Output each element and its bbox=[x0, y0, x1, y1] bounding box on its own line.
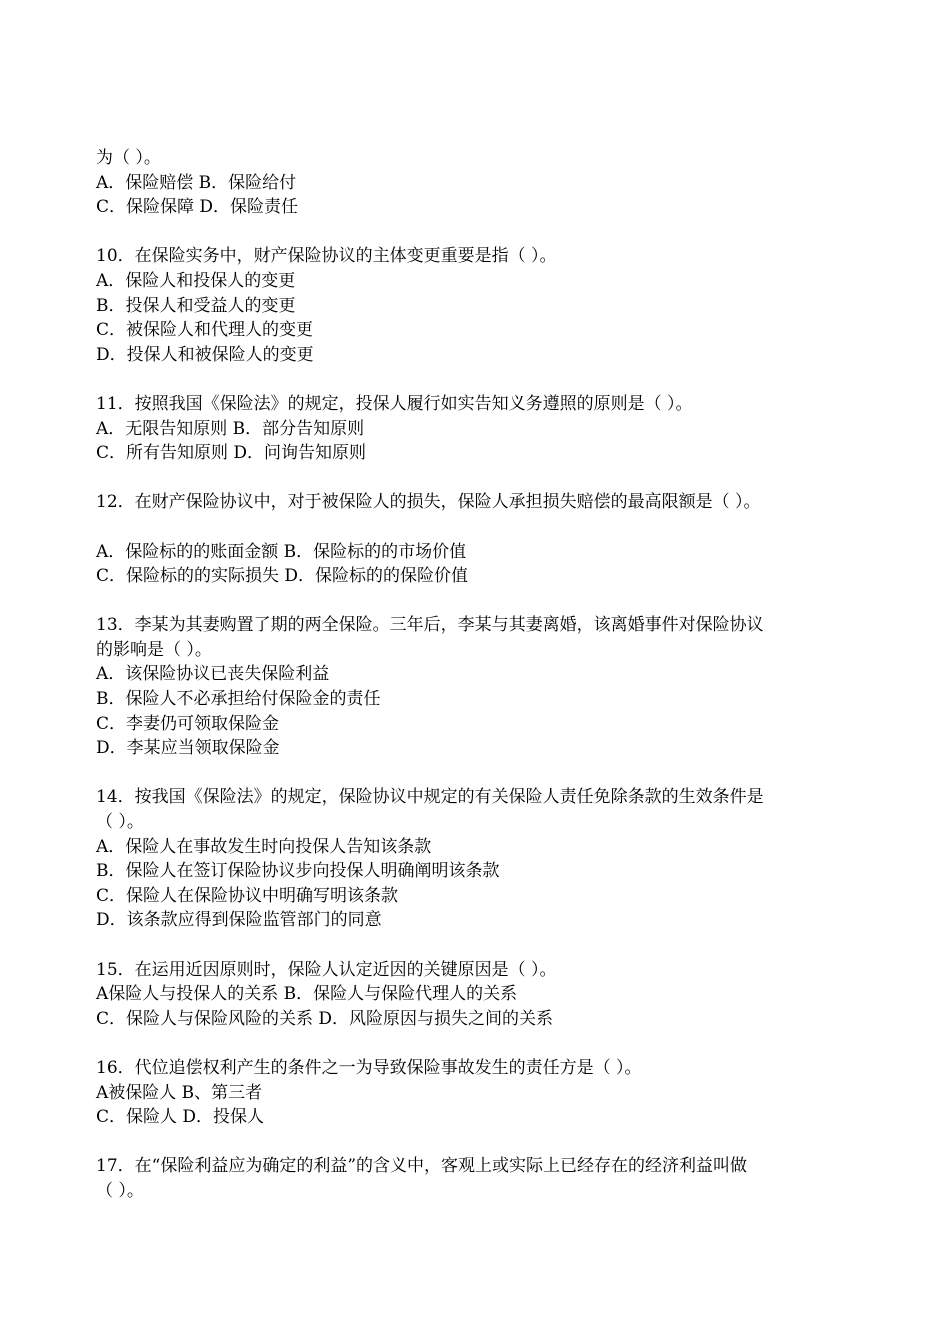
option-line: C．保险人在保险协议中明确写明该条款 bbox=[96, 885, 399, 906]
question-10 bbox=[96, 244, 866, 367]
option-line: C．保险保障 D．保险责任 bbox=[96, 197, 299, 218]
question-text: 10．在保险实务中，财产保险协议的主体变更重要是指（ ）。 bbox=[96, 246, 557, 267]
question-text: 11．按照我国《保险法》的规定，投保人履行如实告知义务遵照的原则是（ ）。 bbox=[96, 393, 693, 414]
option-line: C．李妻仍可领取保险金 bbox=[96, 713, 280, 734]
question-text: 14．按我国《保险法》的规定，保险协议中规定的有关保险人责任免除条款的生效条件是 bbox=[96, 787, 764, 808]
option-line: A保险人与投保人的关系 B．保险人与保险代理人的关系 bbox=[96, 984, 518, 1005]
option-line: C．保险标的的实际损失 D．保险标的的保险价值 bbox=[96, 566, 469, 587]
question-13 bbox=[96, 613, 866, 761]
question-14 bbox=[96, 785, 866, 933]
question-text: （ ）。 bbox=[96, 1180, 144, 1201]
question-text: （ ）。 bbox=[96, 812, 144, 833]
option-line: A．无限告知原则 B．部分告知原则 bbox=[96, 418, 365, 439]
question-text: 15．在运用近因原则时，保险人认定近因的关键原因是（ ）。 bbox=[96, 959, 557, 980]
option-line: A．保险赔偿 B．保险给付 bbox=[96, 172, 297, 193]
option-line: D．该条款应得到保险监管部门的同意 bbox=[96, 910, 382, 931]
question-16 bbox=[96, 1056, 866, 1130]
question-9-continuation bbox=[96, 146, 866, 220]
option-line: C．被保险人和代理人的变更 bbox=[96, 320, 314, 341]
question-text: 17．在“保险利益应为确定的利益”的含义中，客观上或实际上已经存在的经济利益叫做 bbox=[96, 1156, 748, 1177]
question-15 bbox=[96, 958, 866, 1032]
question-text: 16．代位追偿权利产生的条件之一为导致保险事故发生的责任方是（ ）。 bbox=[96, 1057, 642, 1078]
question-text: 13．李某为其妻购置了期的两全保险。三年后，李某与其妻离婚，该离婚事件对保险协议 bbox=[96, 615, 764, 636]
document-page bbox=[96, 146, 866, 1204]
question-11 bbox=[96, 392, 866, 466]
question-12 bbox=[96, 490, 866, 588]
option-line: A．保险人在事故发生时向投保人告知该条款 bbox=[96, 836, 432, 857]
option-line: C．保险人与保险风险的关系 D．风险原因与损失之间的关系 bbox=[96, 1008, 554, 1029]
question-17 bbox=[96, 1154, 866, 1203]
option-line: A被保险人 B、第三者 bbox=[96, 1082, 263, 1103]
option-line: C．所有告知原则 D．问询告知原则 bbox=[96, 443, 367, 464]
option-line: D．李某应当领取保险金 bbox=[96, 738, 280, 759]
option-line: D．投保人和被保险人的变更 bbox=[96, 344, 314, 365]
blank-line bbox=[96, 515, 866, 540]
question-text: 的影响是（ ）。 bbox=[96, 639, 212, 660]
option-line: B．保险人不必承担给付保险金的责任 bbox=[96, 689, 381, 710]
option-line: A．保险标的的账面金额 B．保险标的的市场价值 bbox=[96, 541, 467, 562]
option-line: B．保险人在签订保险协议步向投保人明确阐明该条款 bbox=[96, 861, 500, 882]
question-text: 为（ ）。 bbox=[96, 148, 161, 168]
option-line: A．该保险协议已丧失保险利益 bbox=[96, 664, 330, 685]
option-line: A．保险人和投保人的变更 bbox=[96, 270, 296, 291]
question-text: 12．在财产保险协议中，对于被保险人的损失，保险人承担损失赔偿的最高限额是（ ）。 bbox=[96, 492, 761, 513]
option-line: B．投保人和受益人的变更 bbox=[96, 295, 296, 316]
option-line: C．保险人 D．投保人 bbox=[96, 1107, 265, 1128]
